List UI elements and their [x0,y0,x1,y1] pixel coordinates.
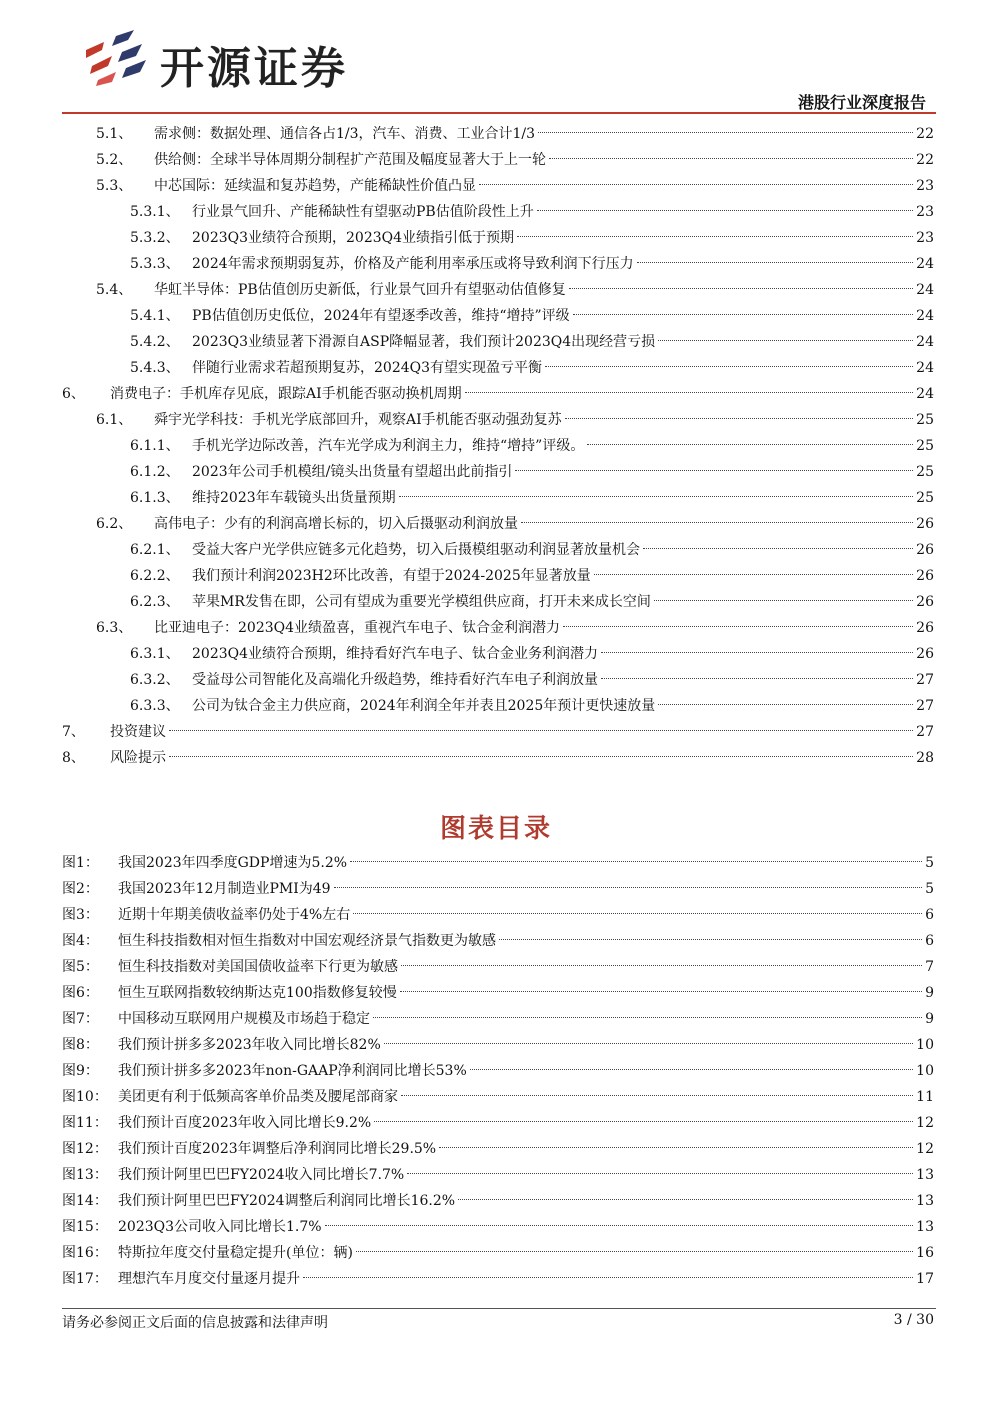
toc-entry-title: 投资建议 [110,724,166,740]
figure-entry[interactable] [62,1162,934,1188]
toc-leader-dots [658,704,913,705]
toc-entry-title: 2024年需求预期弱复苏，价格及产能利用率承压或将导致利润下行压力 [192,256,634,272]
figure-entry-label: 图2： [62,881,99,897]
toc-entry-title: 舜宇光学科技：手机光学底部回升，观察AI手机能否驱动强劲复苏 [154,412,562,428]
toc-leader-dots [538,132,913,133]
figure-entry-label: 图9： [62,1063,99,1079]
toc-entry-page: 27 [916,672,934,688]
toc-entry-number: 8、 [62,750,85,766]
toc-entry-number: 6、 [62,386,85,402]
page-number: 3 / 30 [893,1312,934,1328]
figure-entry-label: 图12： [62,1141,108,1157]
figure-entry-title: 中国移动互联网用户规模及市场趋于稳定 [118,1011,370,1027]
toc-entry[interactable] [96,407,934,433]
toc-entry[interactable] [130,589,934,615]
figure-entry-title: 我们预计百度2023年调整后净利润同比增长29.5% [118,1141,437,1157]
toc-entry-page: 26 [916,646,934,662]
header-divider [62,112,936,114]
toc-entry-page: 24 [916,308,934,324]
figure-entry-label: 图7： [62,1011,99,1027]
toc-entry-page: 26 [916,542,934,558]
toc-leader-dots [565,418,914,419]
toc-entry-page: 22 [916,126,934,142]
toc-entry[interactable] [62,381,934,407]
toc-entry-number: 5.3.3、 [130,256,180,272]
figure-entry-page: 12 [916,1141,934,1157]
figure-leader-dots [350,861,922,862]
toc-entry-title: 手机光学边际改善，汽车光学成为利润主力，维持“增持”评级。 [192,438,585,454]
figure-entry-page: 10 [916,1037,934,1053]
toc-entry-title: 我们预计利润2023H2环比改善，有望于2024-2025年显著放量 [192,568,591,584]
toc-leader-dots [601,678,913,679]
toc-entry-page: 24 [916,256,934,272]
toc-entry-title: 2023Q4业绩符合预期，维持看好汽车电子、钛合金业务利润潜力 [192,646,599,662]
toc-entry-title: 2023年公司手机模组/镜头出货量有望超出此前指引 [192,464,513,480]
toc-entry-number: 6.1.1、 [130,438,180,454]
figure-entry-title: 我们预计拼多多2023年收入同比增长82% [118,1037,381,1053]
toc-leader-dots [521,522,913,523]
toc-entry-number: 5.2、 [96,152,133,168]
toc-entry-number: 6.2.3、 [130,594,180,610]
figure-entry[interactable] [62,1084,934,1110]
toc-entry-title: 2023Q3业绩显著下滑源自ASP降幅显著，我们预计2023Q4出现经营亏损 [192,334,656,350]
toc-leader-dots [637,262,914,263]
toc-entry-title: 受益大客户光学供应链多元化趋势，切入后摄模组驱动利润显著放量机会 [192,542,640,558]
toc-entry-title: 受益母公司智能化及高端化升级趋势，维持看好汽车电子利润放量 [192,672,598,688]
toc-entry[interactable] [96,615,934,641]
figure-entry-label: 图3： [62,907,99,923]
toc-entry-title: 伴随行业需求若超预期复苏，2024Q3有望实现盈亏平衡 [192,360,543,376]
toc-entry-number: 6.1.2、 [130,464,180,480]
figure-entry[interactable] [62,1214,934,1240]
toc-leader-dots [594,574,913,575]
toc-leader-dots [601,652,913,653]
toc-entry[interactable] [130,459,934,485]
toc-entry-page: 26 [916,594,934,610]
toc-entry-page: 25 [916,438,934,454]
toc-leader-dots [563,626,913,627]
toc-leader-dots [573,314,914,315]
toc-entry-number: 6.3.3、 [130,698,180,714]
toc-entry-page: 25 [916,412,934,428]
figure-leader-dots [325,1225,914,1226]
toc-entry[interactable] [130,225,934,251]
toc-entry[interactable] [130,641,934,667]
figure-leader-dots [470,1069,913,1070]
figure-leader-dots [373,1017,922,1018]
toc-leader-dots [465,392,914,393]
figure-leader-dots [439,1147,913,1148]
toc-entry[interactable] [96,147,934,173]
toc-entry-page: 27 [916,724,934,740]
toc-entry-page: 23 [916,230,934,246]
figure-entry-page: 5 [925,881,934,897]
toc-entry-number: 5.4.3、 [130,360,180,376]
figure-entry-page: 6 [925,933,934,949]
toc-entry-number: 6.2.2、 [130,568,180,584]
toc-entry-title: 高伟电子：少有的利润高增长标的，切入后摄驱动利润放量 [154,516,518,532]
figure-entry-title: 恒生科技指数相对恒生指数对中国宏观经济景气指数更为敏感 [118,933,496,949]
toc-entry-page: 22 [916,152,934,168]
toc-entry-title: 比亚迪电子：2023Q4业绩盈喜，重视汽车电子、钛合金利润潜力 [154,620,561,636]
toc-entry-number: 5.3.1、 [130,204,180,220]
toc-entry-page: 28 [916,750,934,766]
figure-entry[interactable] [62,850,934,876]
toc-leader-dots [537,210,913,211]
figure-entry-page: 17 [916,1271,934,1287]
brand-logo [82,30,382,94]
figure-entry-page: 7 [925,959,934,975]
figure-entry[interactable] [62,954,934,980]
figure-entry-label: 图16： [62,1245,108,1261]
toc-entry[interactable] [96,121,934,147]
figure-entry[interactable] [62,1266,934,1292]
figure-entry-page: 9 [925,1011,934,1027]
toc-entry-page: 26 [916,620,934,636]
figure-leader-dots [401,1095,913,1096]
toc-entry[interactable] [130,667,934,693]
figure-entry[interactable] [62,1240,934,1266]
toc-entry[interactable] [62,719,934,745]
toc-entry-title: 风险提示 [110,750,166,766]
figure-entry[interactable] [62,980,934,1006]
toc-entry-number: 5.4.1、 [130,308,180,324]
toc-entry-number: 5.4.2、 [130,334,180,350]
toc-entry-number: 5.1、 [96,126,133,142]
toc-entry-number: 5.3、 [96,178,133,194]
figure-entry-title: 我们预计阿里巴巴FY2024调整后利润同比增长16.2% [118,1193,456,1209]
toc-entry-title: 消费电子：手机库存见底，跟踪AI手机能否驱动换机周期 [110,386,462,402]
figure-entry-page: 13 [916,1193,934,1209]
toc-entry[interactable] [130,537,934,563]
toc-entry-number: 5.3.2、 [130,230,180,246]
figure-entry-title: 我们预计阿里巴巴FY2024收入同比增长7.7% [118,1167,405,1183]
toc-entry[interactable] [96,511,934,537]
toc-entry-page: 23 [916,204,934,220]
figure-entry-label: 图6： [62,985,99,1001]
toc-entry-page: 24 [916,282,934,298]
figure-leader-dots [499,939,922,940]
toc-entry-page: 26 [916,516,934,532]
toc-entry-number: 6.2、 [96,516,133,532]
figure-entry[interactable] [62,1058,934,1084]
toc-leader-dots [658,340,913,341]
figure-entry-title: 恒生互联网指数较纳斯达克100指数修复较慢 [118,985,397,1001]
figure-entry-title: 2023Q3公司收入同比增长1.7% [118,1219,322,1235]
toc-entry-page: 24 [916,360,934,376]
figure-leader-dots [401,965,922,966]
figure-entry[interactable] [62,1136,934,1162]
figure-entry-label: 图10： [62,1089,108,1105]
figure-entry-title: 美团更有利于低频高客单价品类及腰尾部商家 [118,1089,398,1105]
toc-entry-title: 供给侧：全球半导体周期分制程扩产范围及幅度显著大于上一轮 [154,152,546,168]
figure-entry-label: 图17： [62,1271,108,1287]
toc-entry-number: 6.1、 [96,412,133,428]
toc-leader-dots [515,470,913,471]
toc-entry[interactable] [62,745,934,771]
toc-entry[interactable] [130,563,934,589]
toc-entry-title: 中芯国际：延续温和复苏趋势，产能稀缺性价值凸显 [154,178,476,194]
figure-entry[interactable] [62,1110,934,1136]
toc-entry-title: 华虹半导体：PB估值创历史新低，行业景气回升有望驱动估值修复 [154,282,566,298]
toc-entry-page: 23 [916,178,934,194]
toc-entry[interactable] [130,433,934,459]
toc-entry[interactable] [130,485,934,511]
toc-entry[interactable] [130,355,934,381]
figure-entry-label: 图14： [62,1193,108,1209]
figure-leader-dots [374,1121,913,1122]
toc-entry-number: 5.4、 [96,282,133,298]
toc-leader-dots [587,444,913,445]
figure-entry-page: 11 [916,1089,934,1105]
figure-entry-title: 理想汽车月度交付量逐月提升 [118,1271,300,1287]
figure-leader-dots [353,913,922,914]
toc-entry-number: 6.3、 [96,620,133,636]
report-type-label: 港股行业深度报告 [797,93,926,112]
figure-leader-dots [407,1173,913,1174]
toc-entry-page: 27 [916,698,934,714]
figure-entry-label: 图4： [62,933,99,949]
toc-entry-page: 25 [916,490,934,506]
toc-leader-dots [399,496,914,497]
figure-leader-dots [458,1199,913,1200]
figure-entry-page: 13 [916,1219,934,1235]
toc-leader-dots [643,548,913,549]
figure-leader-dots [400,991,922,992]
figure-entry[interactable] [62,1006,934,1032]
toc-entry-number: 6.3.2、 [130,672,180,688]
figure-entry-page: 9 [925,985,934,1001]
figure-leader-dots [334,887,923,888]
figure-entry-page: 13 [916,1167,934,1183]
figure-entry-page: 10 [916,1063,934,1079]
figure-entry-label: 图11： [62,1115,108,1131]
toc-entry-title: 公司为钛合金主力供应商，2024年利润全年并表且2025年预计更快速放量 [192,698,656,714]
toc-entry-number: 7、 [62,724,85,740]
figure-leader-dots [356,1251,913,1252]
figure-entry-label: 图8： [62,1037,99,1053]
figure-entry-title: 我们预计百度2023年收入同比增长9.2% [118,1115,372,1131]
toc-entry-title: 需求侧：数据处理、通信各占1/3，汽车、消费、工业合计1/3 [154,126,536,142]
figure-leader-dots [384,1043,913,1044]
figure-entry-label: 图13： [62,1167,108,1183]
toc-entry-title: 苹果MR发售在即，公司有望成为重要光学模组供应商，打开未来成长空间 [192,594,651,610]
page-header [0,0,992,115]
figure-entry-title: 特斯拉年度交付量稳定提升(单位：辆) [118,1245,353,1261]
toc-leader-dots [169,756,913,757]
figure-entry-title: 我们预计拼多多2023年non-GAAP净利润同比增长53% [118,1063,467,1079]
brand-logo-icon [82,30,154,86]
figure-entry-title: 恒生科技指数对美国国债收益率下行更为敏感 [118,959,398,975]
footer-divider [62,1308,936,1309]
figure-entry-title: 我国2023年12月制造业PMI为49 [118,881,331,897]
figure-entry[interactable] [62,1032,934,1058]
toc-entry-page: 25 [916,464,934,480]
figures-section-title: 图表目录 [439,814,552,844]
toc-entry-number: 6.2.1、 [130,542,180,558]
figure-entry-title: 近期十年期美债收益率仍处于4%左右 [118,907,351,923]
figure-entry-page: 16 [916,1245,934,1261]
figure-entry[interactable] [62,902,934,928]
brand-name: 开源证券 [160,43,348,94]
figure-entry-label: 图15： [62,1219,108,1235]
figure-entry[interactable] [62,876,934,902]
figure-entry[interactable] [62,928,934,954]
toc-leader-dots [654,600,913,601]
toc-entry[interactable] [130,251,934,277]
figure-entry[interactable] [62,1188,934,1214]
toc-entry-number: 6.3.1、 [130,646,180,662]
toc-leader-dots [569,288,913,289]
toc-entry[interactable] [96,173,934,199]
toc-entry[interactable] [130,303,934,329]
toc-leader-dots [479,184,913,185]
toc-entry-title: PB估值创历史低位，2024年有望逐季改善，维持“增持”评级 [192,308,570,324]
toc-entry-page: 24 [916,386,934,402]
toc-leader-dots [169,730,913,731]
toc-entry-number: 6.1.3、 [130,490,180,506]
toc-leader-dots [549,158,913,159]
figure-entry-title: 我国2023年四季度GDP增速为5.2% [118,855,348,871]
toc-entry-page: 26 [916,568,934,584]
toc-entry-title: 维持2023年车载镜头出货量预期 [192,490,396,506]
figure-entry-label: 图1： [62,855,99,871]
toc-entry-page: 24 [916,334,934,350]
toc-entry[interactable] [130,329,934,355]
footer-disclaimer: 请务必参阅正文后面的信息披露和法律声明 [62,1315,328,1331]
figure-entry-label: 图5： [62,959,99,975]
toc-entry[interactable] [130,693,934,719]
toc-leader-dots [517,236,913,237]
toc-entry[interactable] [130,199,934,225]
figure-leader-dots [303,1277,913,1278]
toc-entry-title: 2023Q3业绩符合预期，2023Q4业绩指引低于预期 [192,230,515,246]
figure-entry-page: 5 [925,855,934,871]
toc-entry[interactable] [96,277,934,303]
figure-entry-page: 6 [925,907,934,923]
figure-entry-page: 12 [916,1115,934,1131]
toc-entry-title: 行业景气回升、产能稀缺性有望驱动PB估值阶段性上升 [192,204,534,220]
toc-leader-dots [545,366,913,367]
